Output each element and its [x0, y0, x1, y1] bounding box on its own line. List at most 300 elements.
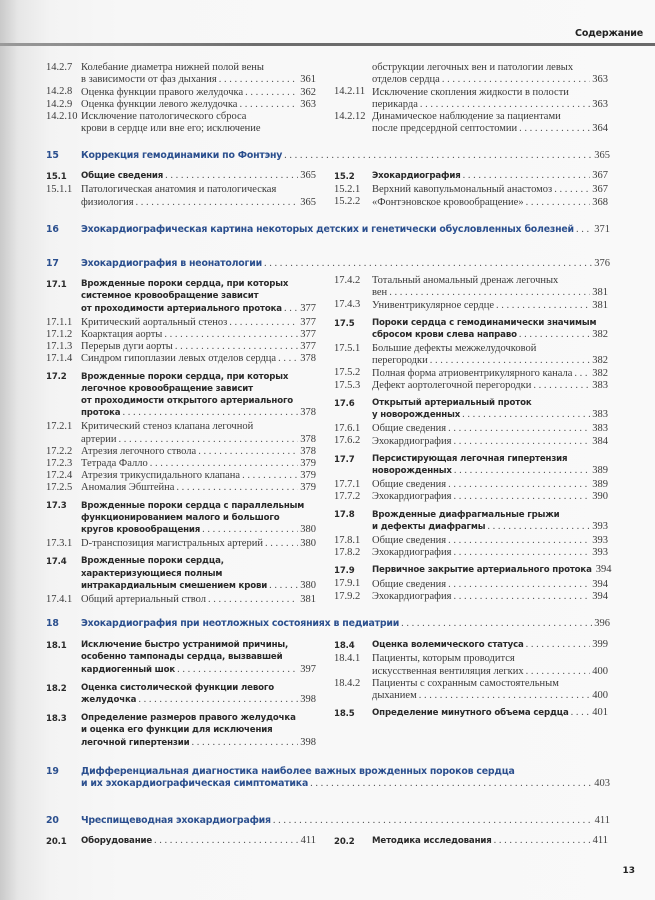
- entry-page: 400: [592, 689, 608, 701]
- toc-entry[interactable]: [334, 435, 608, 447]
- dot-leader: [526, 197, 591, 209]
- entry-title-line: [372, 678, 608, 690]
- dot-leader: [519, 123, 590, 135]
- entry-title-text: Определение минутного объема сердца: [372, 708, 569, 719]
- entry-title: [372, 423, 608, 435]
- dot-leader: [164, 329, 298, 341]
- toc-entry[interactable]: [46, 184, 316, 208]
- entry-title-text: искусственная вентиляция легких: [372, 665, 524, 677]
- entry-title-text: Общие сведения: [81, 171, 164, 182]
- dot-leader: [453, 436, 590, 448]
- dot-leader: [265, 538, 298, 550]
- toc-entry[interactable]: [334, 491, 608, 503]
- dot-leader: [419, 690, 591, 702]
- dot-leader: [198, 446, 298, 458]
- entry-number: 17.8: [334, 510, 355, 521]
- entry-title-line: [81, 538, 316, 550]
- dot-leader: [453, 591, 590, 603]
- entry-title-text: Колебание диаметра нижней полой вены: [81, 62, 264, 74]
- chapter-page: 376: [594, 258, 610, 269]
- entry-page: 377: [300, 328, 316, 340]
- toc-entry[interactable]: [334, 397, 608, 421]
- entry-title: [372, 491, 608, 503]
- entry-title-line: [372, 355, 608, 367]
- entry-number: 17.5.3: [334, 379, 361, 391]
- toc-entry[interactable]: [334, 62, 608, 86]
- toc-entry[interactable]: [334, 547, 608, 559]
- entry-title-line: [81, 555, 316, 567]
- entry-number: 14.2.7: [46, 62, 73, 73]
- toc-entry[interactable]: [46, 482, 316, 494]
- chapter-number: 18: [46, 618, 59, 629]
- chapter-number: 16: [46, 224, 59, 235]
- entry-number: 17.4.2: [334, 275, 361, 286]
- entry-title-text: перикарда: [372, 98, 418, 110]
- entry-title-text: Эхокардиография: [372, 590, 452, 602]
- entry-title: [372, 547, 608, 559]
- entry-title-text: от проходимости артериального протока: [81, 303, 282, 314]
- chapter-title-text: Коррекция гемодинамики по Фонтэну: [81, 150, 283, 161]
- entry-title: [81, 482, 316, 494]
- entry-title-text: Атрезия трикуспидального клапана: [81, 470, 241, 482]
- toc-entry[interactable]: [46, 99, 316, 111]
- entry-title-text: системное кровообращение зависит: [81, 291, 259, 302]
- entry-title-text: Критический аортальный стеноз: [81, 316, 228, 328]
- entry-page: 381: [300, 593, 316, 605]
- entry-title-line: [372, 184, 608, 196]
- chapter-page: 396: [594, 618, 610, 629]
- entry-title: [372, 591, 608, 603]
- entry-title: [81, 86, 316, 98]
- entry-page: 363: [300, 98, 316, 110]
- entry-title: [372, 184, 608, 196]
- toc-entry[interactable]: [334, 639, 608, 651]
- entry-title-text: новорожденных: [372, 465, 452, 476]
- entry-title-line: [372, 479, 608, 491]
- entry-title: [81, 111, 316, 135]
- toc-entry[interactable]: [46, 421, 316, 445]
- entry-title-line: [81, 433, 316, 445]
- entry-page: 393: [592, 534, 608, 546]
- entry-title-text: в зависимости от фаз дыхания: [81, 74, 217, 86]
- entry-title-text: Общие сведения: [372, 578, 447, 590]
- entry-number: 17.8.1: [334, 534, 361, 546]
- toc-entry[interactable]: [46, 353, 316, 365]
- entry-number: 17.9.2: [334, 590, 361, 602]
- toc-entry[interactable]: [334, 111, 608, 135]
- entry-title-line: [81, 835, 316, 847]
- toc-entry[interactable]: [334, 508, 608, 532]
- entry-title: [81, 317, 316, 329]
- entry-title: [372, 62, 608, 86]
- entry-title-line: [372, 521, 608, 533]
- chapter-title-line: [81, 150, 610, 162]
- entry-page: 382: [592, 328, 608, 340]
- entry-number: 17.1.2: [46, 328, 73, 340]
- entry-title-text: Эхокардиография: [372, 435, 452, 447]
- entry-page: 390: [592, 491, 608, 503]
- entry-page: 394: [595, 564, 612, 576]
- entry-title-text: Исключение быстро устранимой причины,: [81, 640, 289, 651]
- entry-number: 18.1: [46, 641, 67, 651]
- entry-number: 17.1: [46, 280, 67, 290]
- entry-title: [372, 275, 608, 299]
- entry-page: 393: [592, 547, 608, 559]
- entry-title: [372, 397, 608, 421]
- toc-entry[interactable]: [334, 479, 608, 491]
- entry-page: 382: [592, 355, 608, 367]
- entry-title-text: Полная форма атриовентрикулярного канала: [372, 367, 573, 379]
- entry-page: 378: [300, 407, 316, 419]
- entry-title-line: [81, 682, 316, 694]
- toc-entry[interactable]: [334, 367, 608, 379]
- entry-title-text: Аномалия Эбштейна: [81, 482, 175, 494]
- entry-title-line: [372, 74, 608, 86]
- toc-entry[interactable]: [46, 329, 316, 341]
- entry-title-text: Критический стеноз клапана легочной: [81, 421, 254, 433]
- toc-entry[interactable]: [334, 317, 608, 341]
- dot-leader: [526, 666, 591, 678]
- entry-number: 17.1.1: [46, 316, 73, 328]
- entry-page: 367: [592, 184, 608, 196]
- entry-title-line: [81, 170, 316, 182]
- entry-number: 17.5.1: [334, 343, 361, 354]
- chapter-title: [81, 150, 610, 162]
- toc-entry[interactable]: [334, 453, 608, 477]
- entry-title-text: Врожденные пороки сердца,: [81, 556, 224, 567]
- chapter-number: 15: [46, 150, 59, 161]
- entry-title-line: [81, 123, 316, 135]
- entry-title-line: [372, 367, 608, 379]
- entry-title: [372, 86, 608, 110]
- entry-page: 377: [300, 341, 316, 353]
- entry-title-line: [81, 353, 316, 365]
- entry-page: 379: [300, 482, 316, 494]
- entry-title-line: [81, 594, 316, 606]
- toc-entry[interactable]: [46, 458, 316, 470]
- entry-number: 17.8.2: [334, 547, 361, 558]
- entry-number: 18.4.2: [334, 677, 361, 689]
- toc-entry[interactable]: [334, 343, 608, 367]
- entry-page: 389: [592, 464, 608, 476]
- toc-entry[interactable]: [334, 564, 612, 577]
- dot-leader: [150, 458, 299, 470]
- entry-page: 380: [300, 523, 316, 535]
- entry-title: [81, 421, 316, 445]
- chapter-title-text: и их эхокардиографическая симптоматика: [81, 778, 309, 789]
- toc-entry[interactable]: [46, 341, 316, 353]
- dot-leader: [239, 99, 298, 111]
- entry-number: 17.4.3: [334, 299, 361, 311]
- dot-leader: [310, 778, 592, 790]
- entry-number: 15.2: [334, 172, 355, 182]
- dot-leader: [448, 479, 590, 491]
- entry-title-text: Врожденные пороки сердца, при которых: [81, 279, 289, 290]
- chapter-title-text: Эхокардиографическая картина некоторых детских и генетически обусловленных болезней: [81, 224, 574, 235]
- entry-title-text: Открытый артериальный проток: [372, 397, 532, 408]
- entry-page: 383: [592, 423, 608, 435]
- entry-title-line: [81, 184, 316, 196]
- entry-title: [81, 370, 316, 419]
- entry-title: [81, 446, 316, 458]
- entry-title-text: Определение размеров правого желудочка: [81, 713, 296, 724]
- entry-title: [372, 508, 608, 532]
- entry-page: 363: [592, 74, 608, 86]
- entry-number: 18.3: [46, 714, 67, 724]
- entry-title-line: [372, 287, 608, 299]
- entry-number: 14.2.10: [46, 110, 78, 122]
- entry-title: [372, 535, 608, 547]
- entry-title-line: [372, 380, 608, 392]
- entry-page: 411: [592, 835, 608, 847]
- dot-leader: [453, 547, 590, 559]
- dot-leader: [420, 99, 590, 111]
- entry-number: 14.2.9: [46, 98, 73, 110]
- toc-entry[interactable]: [46, 111, 316, 135]
- chapter-title-line: [81, 778, 610, 790]
- entry-page: 380: [300, 579, 316, 591]
- entry-title: [372, 196, 608, 208]
- chapter-title-line: [81, 815, 610, 827]
- entry-title-text: Дефект аортолегочной перегородки: [372, 379, 532, 391]
- entry-title-text: Верхний кавопульмональный анастомоз: [372, 184, 553, 196]
- entry-title-text: легочной гипертензии: [81, 737, 190, 748]
- toc-entry[interactable]: [334, 707, 608, 719]
- entry-title: [372, 707, 608, 719]
- entry-title-line: [81, 86, 316, 98]
- entry-title: [372, 678, 608, 702]
- dot-leader: [574, 368, 590, 380]
- toc-entry[interactable]: [334, 299, 608, 311]
- entry-title-line: [372, 123, 608, 135]
- entry-title: [372, 578, 608, 590]
- toc-entry[interactable]: [46, 712, 316, 749]
- entry-number: 17.1.4: [46, 353, 73, 365]
- entry-title-text: Унивентрикулярное сердце: [372, 299, 495, 311]
- entry-title-text: сбросом крови слева направо: [372, 329, 517, 340]
- entry-title-text: Перерыв дуги аорты: [81, 341, 173, 353]
- dot-leader: [138, 694, 298, 706]
- entry-title: [372, 653, 608, 677]
- chapter-title-text: Дифференциальная диагностика наиболее важных врожденных пороков сердца: [81, 766, 515, 777]
- entry-title: [372, 343, 608, 367]
- entry-page: 398: [300, 736, 316, 748]
- entry-page: 378: [300, 353, 316, 365]
- chapter-title: [81, 766, 610, 790]
- entry-title-line: [81, 329, 316, 341]
- toc-entry[interactable]: [334, 678, 608, 702]
- entry-title-line: [372, 343, 608, 355]
- toc-entry[interactable]: [46, 86, 316, 98]
- entry-page: 364: [592, 123, 608, 135]
- entry-title-text: вен: [372, 287, 388, 299]
- entry-page: 399: [592, 639, 608, 651]
- entry-title: [81, 712, 316, 749]
- toc-entry[interactable]: [334, 591, 608, 603]
- toc-entry[interactable]: [334, 380, 608, 392]
- toc-entry[interactable]: [46, 278, 316, 315]
- entry-title-text: Оценка функции правого желудочка: [81, 86, 244, 98]
- entry-title-text: Общие сведения: [372, 479, 447, 491]
- entry-number: 17.2.4: [46, 470, 73, 481]
- dot-leader: [448, 423, 590, 435]
- toc-entry[interactable]: [46, 555, 316, 592]
- entry-title-text: Патологическая анатомия и патологическая: [81, 184, 277, 196]
- entry-title-text: кругов кровообращения: [81, 524, 201, 535]
- chapter-number: 17: [46, 258, 59, 269]
- toc-entry[interactable]: [334, 578, 608, 590]
- toc-entry[interactable]: [46, 62, 316, 86]
- toc-entry[interactable]: [46, 682, 316, 706]
- entry-page: 394: [592, 590, 608, 602]
- entry-title-text: Врожденные пороки сердца с параллельным: [81, 500, 305, 511]
- entry-page: 384: [592, 435, 608, 447]
- entry-title-line: [372, 690, 608, 702]
- entry-page: 363: [592, 98, 608, 110]
- toc-entry[interactable]: [334, 170, 608, 182]
- entry-number: 14.2.11: [334, 86, 366, 98]
- entry-number: 17.2.5: [46, 482, 73, 494]
- entry-page: 398: [300, 693, 316, 705]
- entry-number: 17.2.1: [46, 421, 73, 433]
- entry-title-line: [372, 508, 608, 520]
- toc-entry[interactable]: [46, 446, 316, 458]
- entry-number: 15.1.1: [46, 184, 73, 196]
- entry-number: 17.6.1: [334, 423, 361, 435]
- entry-title: [372, 639, 608, 651]
- entry-number: 17.7: [334, 454, 355, 465]
- entry-page: 379: [300, 457, 316, 469]
- entry-title-text: Тотальный аномальный дренаж легочных: [372, 275, 559, 287]
- entry-page: 377: [300, 316, 316, 328]
- toc-entry[interactable]: [46, 470, 316, 482]
- chapter-title-line: [81, 618, 610, 630]
- toc-entry[interactable]: [46, 499, 316, 536]
- entry-title-text: функционированием малого и большого: [81, 512, 280, 523]
- toc-entry[interactable]: [334, 184, 608, 196]
- entry-title-line: [372, 111, 608, 123]
- toc-entry[interactable]: [334, 275, 608, 299]
- entry-number: 17.3: [46, 501, 67, 512]
- chapter-title-text: Чреспищеводная эхокардиография: [81, 815, 271, 826]
- entry-number: 17.7.2: [334, 491, 361, 503]
- entry-title-text: крови в сердце или вне его; исключение: [81, 123, 261, 135]
- toc-entry[interactable]: [46, 370, 316, 419]
- chapter-title-text: Эхокардиография в неонатологии: [81, 258, 262, 269]
- toc-entry[interactable]: [46, 317, 316, 329]
- entry-title-text: артерии: [81, 433, 117, 445]
- entry-title: [81, 329, 316, 341]
- toc-entry[interactable]: [334, 423, 608, 435]
- entry-number: 17.7.1: [334, 479, 361, 490]
- toc-entry[interactable]: [334, 535, 608, 547]
- entry-title: [372, 317, 608, 341]
- dot-leader: [269, 580, 298, 592]
- entry-number: 18.4.1: [334, 653, 361, 665]
- entry-title-line: [81, 62, 316, 74]
- chapter-title-line: [81, 766, 610, 778]
- entry-title-text: Общие сведения: [372, 534, 447, 546]
- toc-entry[interactable]: [334, 86, 608, 110]
- entry-page: 379: [300, 470, 316, 482]
- entry-title: [372, 299, 608, 311]
- toc-entry[interactable]: [46, 170, 316, 182]
- entry-title-text: у новорожденных: [372, 410, 461, 421]
- dot-leader: [264, 258, 592, 270]
- entry-number: 17.6: [334, 398, 355, 409]
- entry-title-line: [372, 653, 608, 665]
- entry-title-line: [372, 665, 608, 677]
- entry-title-line: [372, 397, 608, 409]
- entry-number: 17.6.2: [334, 435, 361, 447]
- entry-number: 17.2.3: [46, 457, 73, 469]
- toc-entry[interactable]: [46, 639, 316, 676]
- entry-title-line: [81, 458, 316, 470]
- dot-leader: [519, 329, 590, 341]
- entry-title: [372, 380, 608, 392]
- entry-title-line: [81, 317, 316, 329]
- entry-title-line: [372, 453, 608, 465]
- entry-title-text: Динамическое наблюдение за пациентами: [372, 110, 561, 122]
- entry-title-line: [81, 724, 316, 736]
- toc-entry[interactable]: [334, 196, 608, 208]
- entry-page: 367: [592, 170, 608, 182]
- entry-number: 17.2: [46, 372, 67, 383]
- dot-leader: [430, 355, 591, 367]
- entry-title-line: [81, 302, 316, 314]
- dot-leader: [177, 664, 298, 676]
- entry-title-text: Общие сведения: [372, 423, 447, 435]
- toc-entry[interactable]: [46, 538, 316, 550]
- entry-page: 381: [592, 287, 608, 299]
- entry-title: [81, 835, 316, 847]
- entry-title-line: [81, 421, 316, 433]
- entry-title-text: «Фонтэновское кровообращение»: [372, 196, 524, 208]
- entry-title-text: желудочка: [81, 694, 137, 705]
- entry-page: 377: [300, 302, 316, 314]
- entry-title-text: особенно тампонады сердца, вызвавшей: [81, 652, 283, 663]
- entry-title-text: Врожденные диафрагмальные грыжи: [372, 509, 560, 520]
- entry-title-text: после предсердной септостомии: [372, 123, 518, 135]
- dot-leader: [389, 287, 590, 299]
- entry-title-line: [372, 170, 608, 182]
- entry-title-line: [372, 423, 608, 435]
- dot-leader: [165, 170, 298, 182]
- entry-title-line: [81, 99, 316, 111]
- page-number: 13: [622, 866, 635, 876]
- entry-title-text: Большие дефекты межжелудочковой: [372, 343, 537, 355]
- chapter-number: 20: [46, 815, 59, 826]
- dot-leader: [219, 74, 299, 86]
- entry-title-text: Эхокардиография: [372, 171, 461, 182]
- entry-title-text: Эхокардиография: [372, 491, 452, 503]
- entry-title-text: протока: [81, 408, 121, 419]
- entry-title-line: [372, 317, 608, 329]
- entry-page: 380: [300, 538, 316, 550]
- entry-page: 362: [300, 86, 316, 98]
- entry-title-line: [81, 499, 316, 511]
- dot-leader: [284, 150, 592, 162]
- toc-entry[interactable]: [334, 835, 608, 847]
- entry-page: 393: [592, 520, 608, 532]
- entry-title: [81, 99, 316, 111]
- toc-entry[interactable]: [46, 835, 316, 847]
- entry-page: 394: [592, 578, 608, 590]
- toc-entry[interactable]: [46, 594, 316, 606]
- entry-title-line: [372, 275, 608, 287]
- entry-title: [81, 184, 316, 208]
- toc-entry[interactable]: [334, 653, 608, 677]
